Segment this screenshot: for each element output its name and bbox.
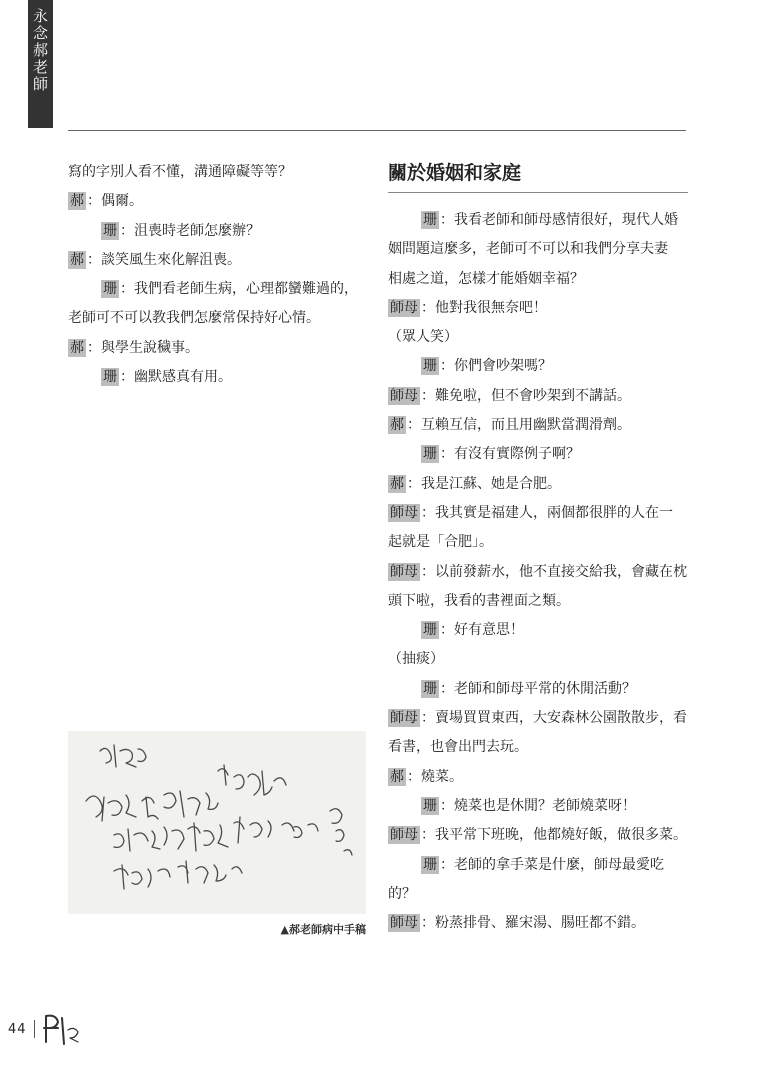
speaker-label: 珊 bbox=[423, 622, 437, 639]
handwriting-image bbox=[68, 731, 366, 914]
speaker-label: 師母 bbox=[390, 563, 418, 580]
dialogue-line bbox=[68, 246, 364, 275]
speaker-label: 師母 bbox=[390, 299, 418, 316]
line-text: ：互賴互信，而且用幽默當潤滑劑。 bbox=[407, 417, 631, 434]
header-rule bbox=[68, 130, 686, 131]
dialogue-line bbox=[388, 880, 688, 909]
dialogue-line bbox=[388, 558, 688, 587]
dialogue-line bbox=[388, 616, 688, 645]
dialogue-line bbox=[388, 206, 688, 235]
dialogue-line bbox=[388, 675, 688, 704]
line-text: 的？ bbox=[388, 885, 416, 902]
section-side-tab bbox=[28, 0, 53, 128]
dialogue-line bbox=[388, 821, 688, 850]
line-text: ：好有意思！ bbox=[440, 622, 524, 639]
line-text: ：我其實是福建人，兩個都很胖的人在一 bbox=[421, 504, 673, 521]
speaker-label: 郝 bbox=[70, 251, 84, 268]
dialogue-line bbox=[388, 851, 688, 880]
speaker-label: 郝 bbox=[390, 768, 404, 785]
line-text: ：賣場買買東西，大安森林公園散散步，看 bbox=[421, 710, 687, 727]
line-text: ：有沒有實際例子啊？ bbox=[440, 446, 580, 463]
line-text: ：你們會吵架嗎？ bbox=[440, 358, 552, 375]
side-tab-label: 永念郝老師 bbox=[31, 8, 49, 93]
line-text: ：我看老師和師母感情很好，現代人婚 bbox=[440, 212, 678, 228]
line-text: ：沮喪時老師怎麼辦？ bbox=[120, 222, 260, 239]
line-text: （抽痰） bbox=[388, 651, 444, 668]
speaker-label: 珊 bbox=[423, 446, 437, 463]
line-text: 頭下啦，我看的書裡面之類。 bbox=[388, 592, 570, 609]
speaker-label: 珊 bbox=[423, 797, 437, 814]
dialogue-line bbox=[388, 411, 688, 440]
speaker-label: 郝 bbox=[390, 417, 404, 434]
line-text: ：老師和師母平常的休閒活動？ bbox=[440, 680, 636, 697]
speaker-label: 師母 bbox=[390, 387, 418, 404]
section-title: 關於婚姻和家庭 bbox=[388, 162, 522, 184]
line-text: ：談笑風生來化解沮喪。 bbox=[87, 251, 241, 268]
line-text: （眾人笑） bbox=[388, 329, 458, 346]
line-text: ：幽默感真有用。 bbox=[120, 369, 232, 386]
line-text: ：我平常下班晚，他都燒好飯，做很多菜。 bbox=[421, 827, 687, 844]
speaker-label: 師母 bbox=[390, 827, 418, 844]
dialogue-line bbox=[68, 334, 364, 363]
speaker-label: 師母 bbox=[390, 710, 418, 727]
line-text: ：他對我很無奈吧！ bbox=[421, 299, 547, 316]
line-text: ：燒菜。 bbox=[407, 768, 463, 785]
dialogue-line bbox=[388, 235, 688, 264]
speaker-label: 郝 bbox=[390, 475, 404, 492]
dialogue-line bbox=[388, 294, 688, 323]
line-text: ：我是江蘇、她是合肥。 bbox=[407, 475, 561, 492]
dialogue-line bbox=[388, 528, 688, 557]
speaker-label: 珊 bbox=[423, 680, 437, 697]
dialogue-line bbox=[388, 440, 688, 469]
folio-separator bbox=[34, 1020, 35, 1038]
line-text: ：難免啦，但不會吵架到不講話。 bbox=[421, 387, 631, 404]
line-text: 老師可不可以教我們怎麼常保持好心情。 bbox=[68, 310, 320, 327]
speaker-label: 珊 bbox=[103, 281, 117, 298]
magazine-logo-icon bbox=[40, 1008, 84, 1048]
speaker-label: 郝 bbox=[70, 339, 84, 356]
dialogue-line bbox=[68, 363, 364, 392]
line-text: ：與學生說穢事。 bbox=[87, 339, 199, 356]
right-column-body bbox=[388, 206, 688, 938]
line-text: ：偶爾。 bbox=[87, 193, 143, 210]
right-column bbox=[388, 158, 688, 938]
manuscript-photo bbox=[68, 731, 366, 914]
speaker-label: 師母 bbox=[390, 915, 418, 932]
line-text: ：老師的拿手菜是什麼，師母最愛吃 bbox=[440, 856, 664, 873]
dialogue-line bbox=[388, 587, 688, 616]
line-text: 相處之道，怎樣才能婚姻幸福？ bbox=[388, 270, 584, 287]
page-number: 44 bbox=[8, 1022, 27, 1037]
dialogue-line bbox=[68, 275, 364, 304]
dialogue-line bbox=[388, 323, 688, 352]
line-text: ：燒菜也是休閒？老師燒菜呀！ bbox=[440, 797, 636, 814]
section-title-rule bbox=[388, 192, 688, 193]
speaker-label: 珊 bbox=[103, 369, 117, 386]
speaker-label: 郝 bbox=[70, 193, 84, 210]
speaker-label: 師母 bbox=[390, 504, 418, 521]
dialogue-line bbox=[388, 763, 688, 792]
dialogue-line bbox=[388, 265, 688, 294]
speaker-label: 珊 bbox=[423, 358, 437, 375]
dialogue-line bbox=[388, 792, 688, 821]
dialogue-line bbox=[68, 304, 364, 333]
dialogue-line bbox=[388, 704, 688, 733]
speaker-label: 珊 bbox=[423, 212, 437, 228]
speaker-label: 珊 bbox=[423, 856, 437, 873]
line-text: ：我們看老師生病，心理都蠻難過的， bbox=[120, 281, 358, 298]
figure-caption: ▲郝老師病中手稿 bbox=[280, 923, 366, 936]
line-text: ：以前發薪水，他不直接交給我，會藏在枕 bbox=[421, 563, 687, 580]
dialogue-line bbox=[388, 352, 688, 381]
dialogue-line bbox=[388, 909, 688, 938]
line-text: 起就是「合肥」。 bbox=[388, 534, 493, 551]
line-text: 寫的字別人看不懂，溝通障礙等等？ bbox=[68, 164, 292, 180]
dialogue-line bbox=[388, 499, 688, 528]
dialogue-line bbox=[68, 217, 364, 246]
dialogue-line bbox=[388, 382, 688, 411]
line-text: 姻問題這麼多，老師可不可以和我們分享夫妻 bbox=[388, 241, 668, 258]
line-text: 看書，也會出門去玩。 bbox=[388, 739, 528, 756]
dialogue-line bbox=[388, 733, 688, 762]
dialogue-line bbox=[388, 470, 688, 499]
speaker-label: 珊 bbox=[103, 222, 117, 239]
dialogue-line bbox=[388, 645, 688, 674]
line-text: ：粉蒸排骨、羅宋湯、腸旺都不錯。 bbox=[421, 915, 645, 932]
dialogue-line bbox=[68, 187, 364, 216]
left-column bbox=[68, 158, 364, 392]
dialogue-line bbox=[68, 158, 364, 187]
